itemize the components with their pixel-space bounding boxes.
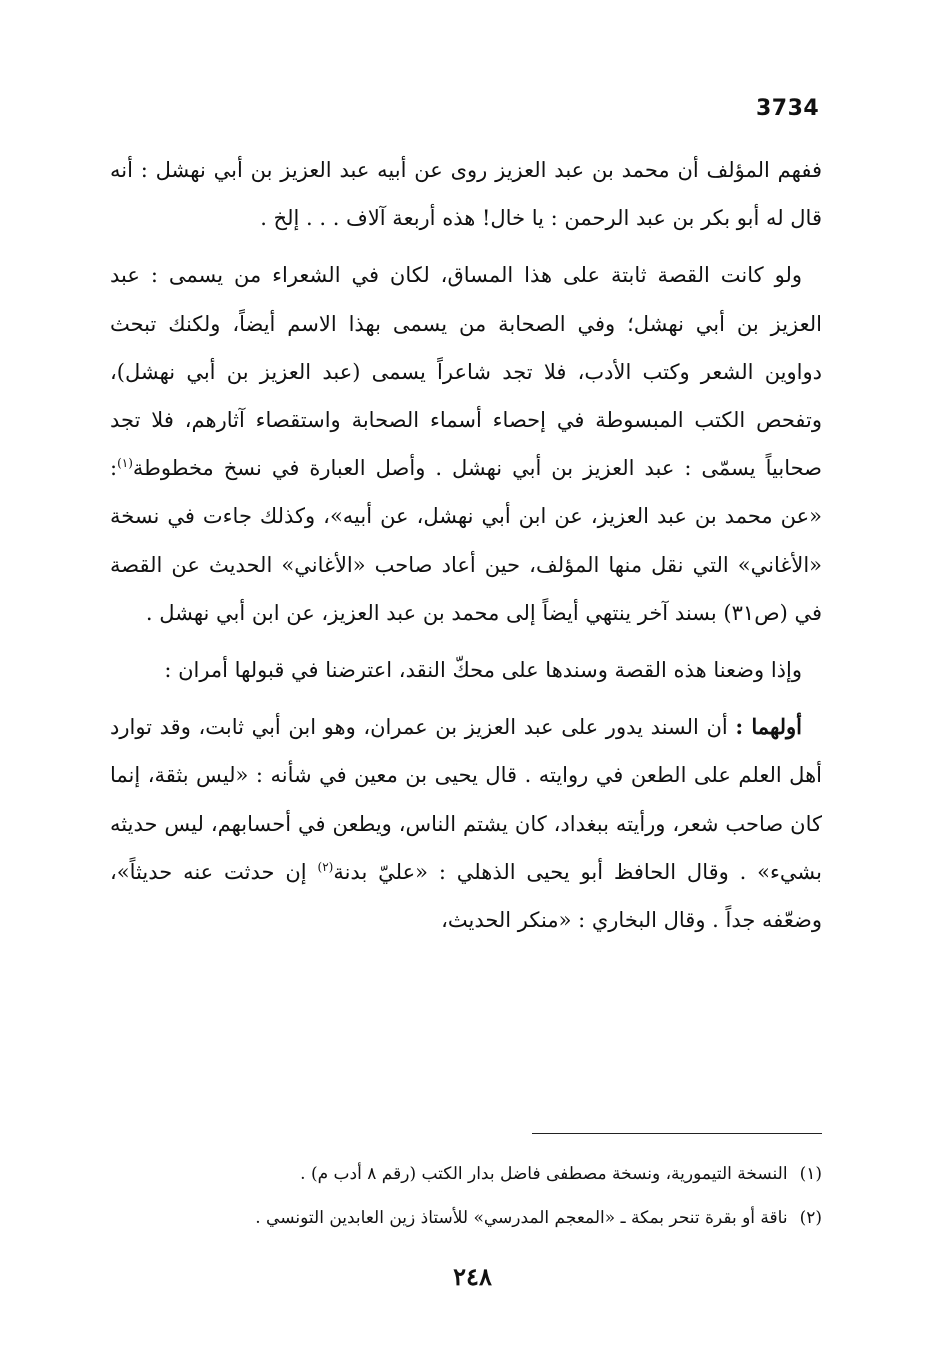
footnote-1-number: (١) [799,1164,822,1184]
paragraph-2 [110,251,822,637]
main-text [110,146,822,944]
paragraph-4-continuation: إن حدثت عنه حديثاً»، وضعّفه جداً . وقال البخاري : «منكر الحديث، [110,859,822,933]
footnote-2-number: (٢) [799,1208,822,1228]
paragraph-4-lead: أولهما : [735,714,803,740]
paragraph-2-continuation: : «عن محمد بن عبد العزيز، عن ابن أبي نهشل، عن أبيه»، وكذلك جاءت في نسخة «الأغاني» التي نقل منها المؤلف، حين أعاد صاحب «الأغاني» الحديث عن القصة في (ص٣١) بسند آخر ينتهي أيضاً إلى محمد بن عبد العزيز، عن ابن أبي نهشل . [110,456,822,625]
footnote-marker-1: (١) [117,456,133,471]
footnote-divider [532,1133,822,1134]
footnote-2-text: ناقة أو بقرة تنحر بمكة ـ «المعجم المدرسي» للأستاذ زين العابدين التونسي . [255,1208,788,1228]
footnote-2 [110,1196,822,1240]
footnote-marker-2: (٢) [317,859,334,874]
footnote-1-text: النسخة التيمورية، ونسخة مصطفى فاضل بدار الكتب (رقم ٨ أدب م) . [300,1164,788,1184]
paragraph-4-text: أن السند يدور على عبد العزيز بن عمران، وهو ابن أبي ثابت، وقد توارد أهل العلم على الطعن في روايته . قال يحيى بن معين في شأنه : «ليس بثقة، إنما كان صاحب شعر، ورأيته ببغداد، كان يشتم الناس، ويطعن في أحسابهم، ليس حديثه بشيء» . وقال الحافظ أبو يحيى الذهلي : «عليّ بدنة [110,715,822,884]
footnotes [110,1152,822,1240]
paragraph-1: ففهم المؤلف أن محمد بن عبد العزيز روى عن أبيه عبد العزيز بن أبي نهشل : أنه قال له أبو بكر بن عبد الرحمن : يا خال! هذه أربعة آلاف . . . إلخ . [110,158,822,231]
paragraph-4 [110,703,822,944]
reference-number: 3734 [756,96,820,121]
paragraph-2-text: ولو كانت القصة ثابتة على هذا المساق، لكان في الشعراء من يسمى : عبد العزيز بن أبي نهشل؛ وفي الصحابة من يسمى بهذا الاسم أيضاً، ولكنك تبحث دواوين الشعر وكتب الأدب، فلا تجد شاعراً يسمى (عبد العزيز بن أبي نهشل)، وتفحص الكتب المبسوطة في إحصاء أسماء الصحابة واستقصاء آثارهم، فلا تجد صحابياً يسمّى : عبد العزيز بن أبي نهشل . وأصل العبارة في نسخ مخطوطة [110,263,822,481]
paragraph-3: وإذا وضعنا هذه القصة وسندها على محكّ النقد، اعترضنا في قبولها أمران : [164,658,802,683]
footnote-1 [110,1152,822,1196]
page-number: ٢٤٨ [453,1262,492,1291]
